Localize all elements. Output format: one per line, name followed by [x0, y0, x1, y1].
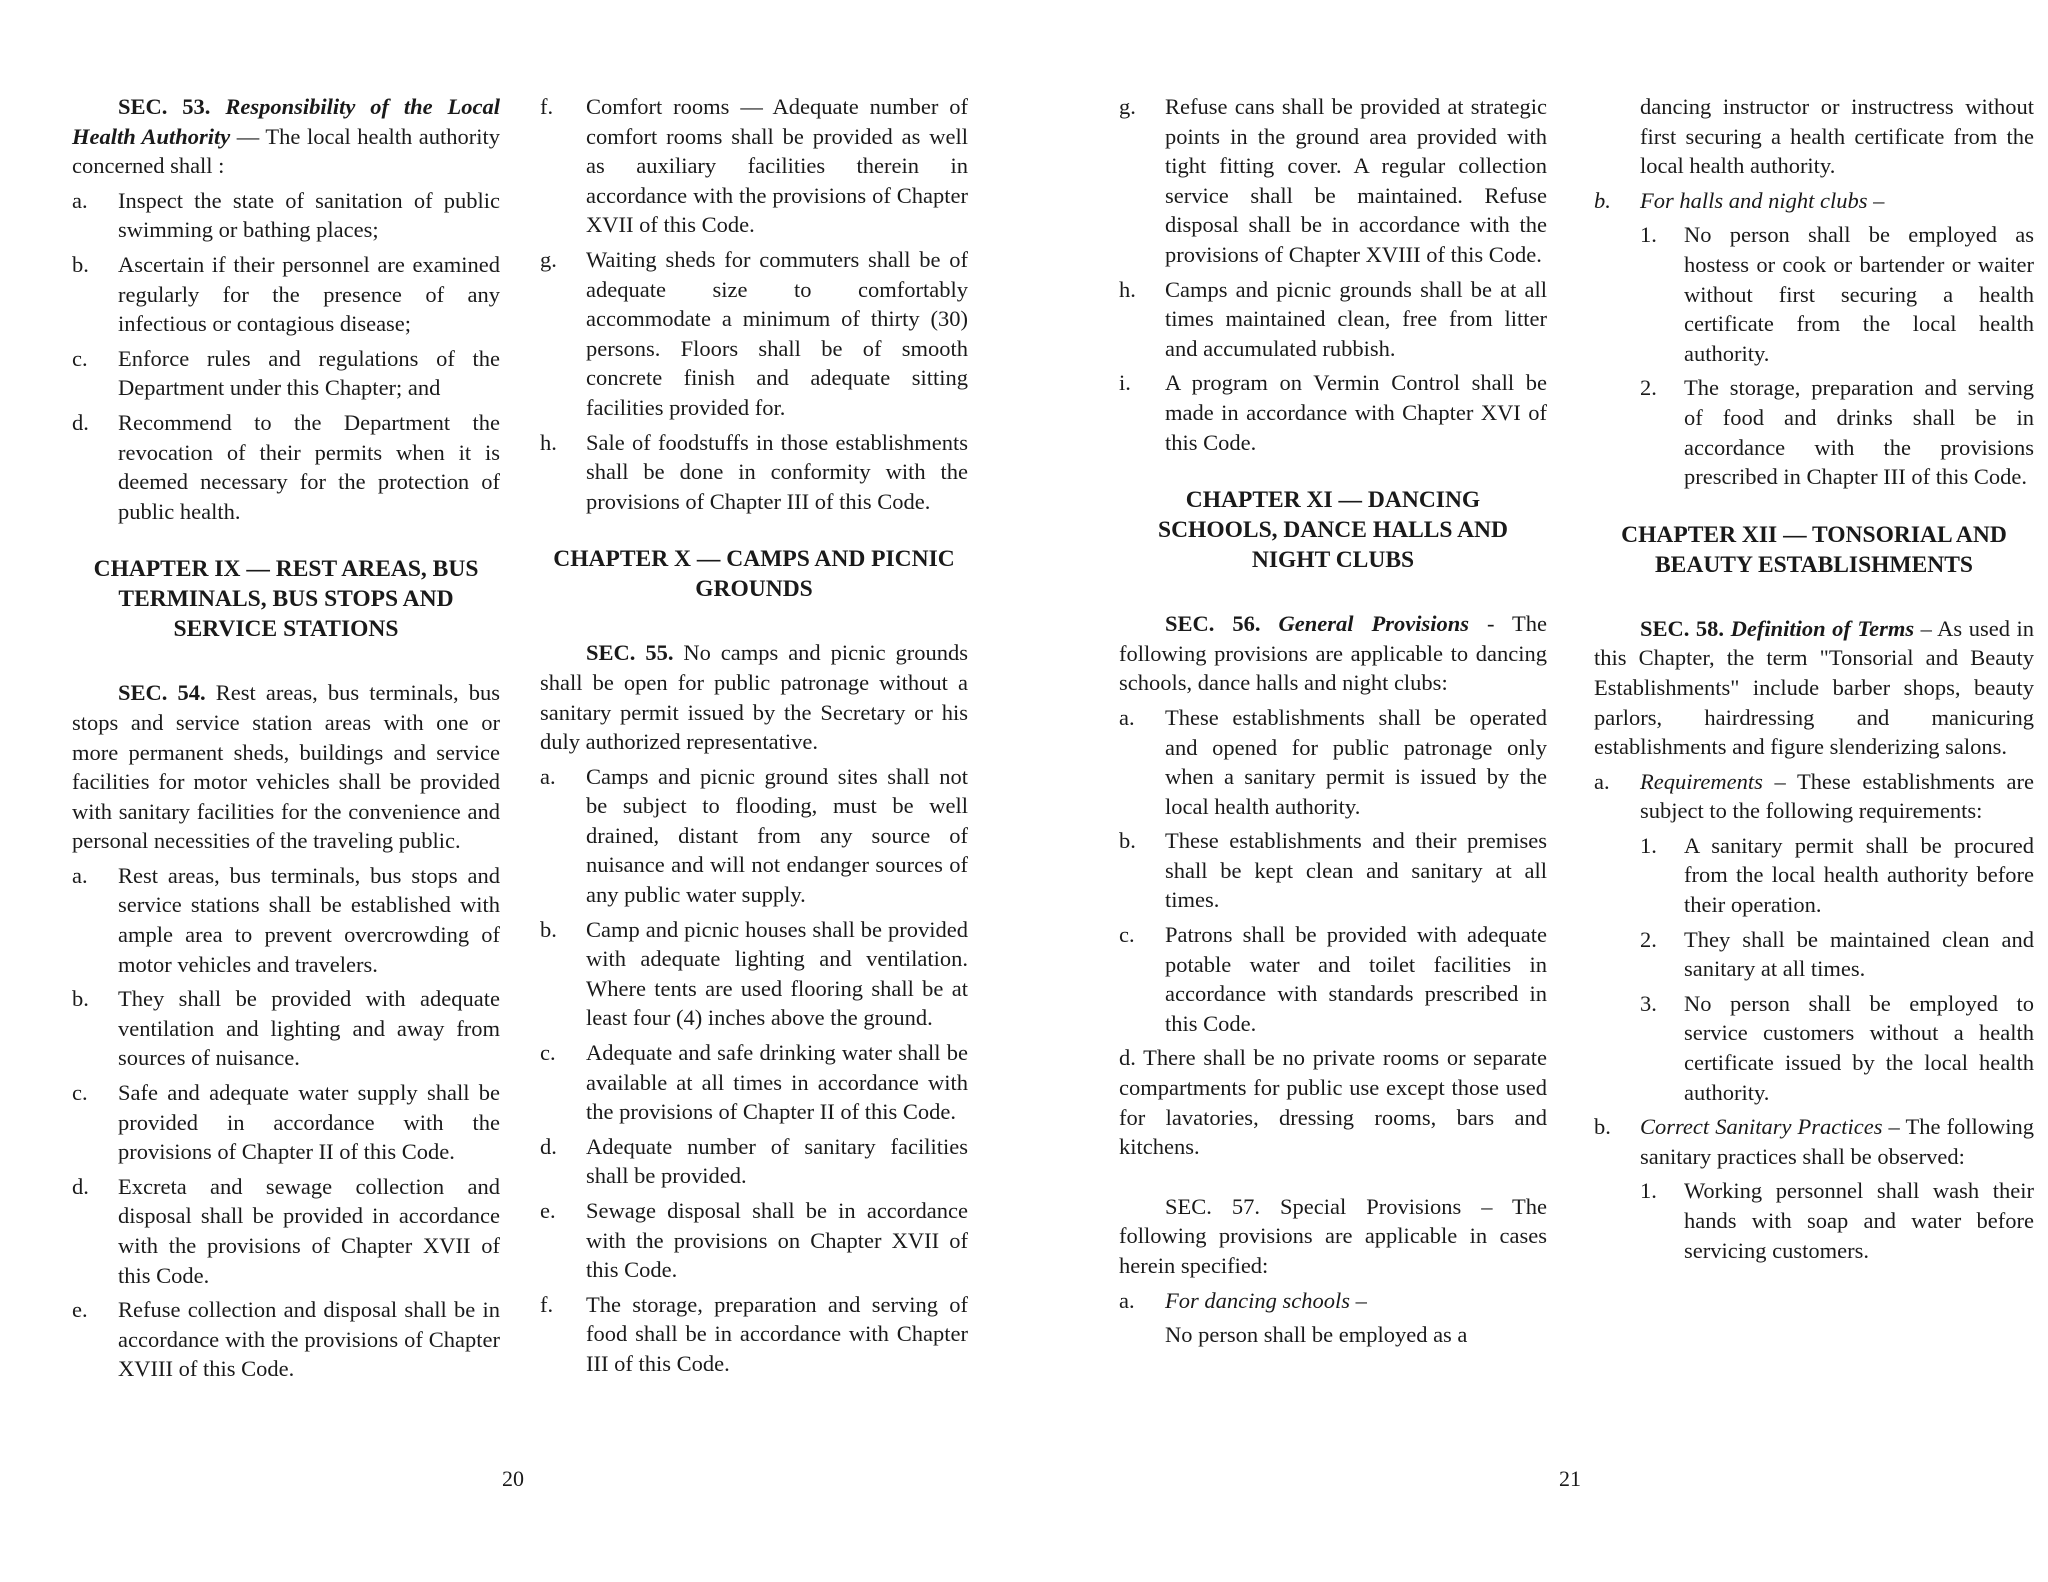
- item-marker: 1.: [1640, 222, 1657, 248]
- item-marker: b.: [72, 986, 89, 1012]
- item-marker: a.: [72, 862, 88, 888]
- sec-53-list: [72, 186, 500, 527]
- item-text: They shall be maintained clean and sanitary at all times.: [1684, 926, 2034, 982]
- page-21: [1024, 0, 2048, 1582]
- item-text: Adequate and safe drinking water shall be available at all times in accordance with the provisions of Chapter II of this Code.: [586, 1040, 968, 1125]
- item-text: Adequate number of sanitary facilities shall be provided.: [586, 1133, 968, 1189]
- list-item: [1594, 767, 2034, 826]
- sec-54-list-continued: [540, 92, 968, 516]
- sec-56-title: General Provisions: [1278, 611, 1469, 637]
- sec-58-text: – As used in this Chapter, the term "Tonsorial and Beauty Establishments" include barber shops, beauty parlors, hairdressing and manicuring establishments and figure slenderizing salons.: [1594, 615, 2034, 760]
- requirements-list: [1640, 831, 2034, 1107]
- sec-56-text: - The following provisions are applicable to dancing schools, dance halls and night clubs:: [1119, 611, 1547, 696]
- sec-55-paragraph: [540, 638, 968, 756]
- sec-57-a-continued: dancing instructor or instructress without first securing a health certificate from the local health authority.: [1640, 94, 2034, 179]
- list-item: [1640, 831, 2034, 920]
- list-item: [1640, 925, 2034, 984]
- sec-57-text: Special Provisions – The following provisions are applicable in cases herein specified:: [1119, 1193, 1547, 1278]
- sec-56-item-d: d. There shall be no private rooms or separate compartments for public use except those used for lavatories, dressing rooms, bars and kitchens.: [1119, 1045, 1547, 1160]
- item-text: Refuse collection and disposal shall be in accordance with the provisions of Chapter XVIII of this Code.: [118, 1297, 500, 1382]
- list-item: [1594, 186, 2034, 216]
- column-1: [72, 92, 500, 1389]
- item-text: Recommend to the Department the revocation of their permits when it is deemed necessary for the protection of public health.: [118, 409, 500, 524]
- sec-54-number: SEC. 54.: [118, 680, 206, 706]
- list-item: [72, 344, 500, 403]
- item-marker: d.: [72, 1173, 89, 1199]
- item-marker: f.: [540, 94, 554, 119]
- item-text: These establishments and their premises shall be kept clean and sanitary at all times.: [1165, 828, 1547, 913]
- sec-53-title: Responsibility of the Local Health Authority: [72, 94, 500, 149]
- list-item: [540, 428, 968, 517]
- sec-55-list: [540, 762, 968, 1379]
- sec-56-paragraph: [1119, 609, 1547, 698]
- item-text: Rest areas, bus terminals, bus stops and service stations shall be established with ample area to prevent overcrowding of motor vehicles and travelers.: [118, 862, 500, 977]
- item-text: Waiting sheds for commuters shall be of adequate size to comfortably accommodate a minimum of thirty (30) persons. Floors shall be of smooth concrete finish and adequate sitting facilities provided for.: [586, 246, 968, 420]
- item-text: Camp and picnic houses shall be provided with adequate lighting and ventilation. Where tents are used flooring shall be at least four (4) inches above the ground.: [586, 916, 968, 1031]
- list-item: [72, 1295, 500, 1384]
- item-marker: f.: [540, 1291, 554, 1317]
- list-item: [1594, 1112, 2034, 1171]
- sec-58-paragraph: [1594, 614, 2034, 762]
- item-marker: 3.: [1640, 990, 1657, 1016]
- item-marker: 2.: [1640, 926, 1657, 952]
- list-item: [1640, 220, 2034, 368]
- requirements-text: – These establishments are subject to the following requirements:: [1640, 768, 2034, 824]
- list-item: [540, 915, 968, 1033]
- item-marker: a.: [540, 763, 556, 789]
- item-marker: b.: [1594, 187, 1611, 213]
- sec-55-number: SEC. 55.: [586, 640, 674, 666]
- chapter-12-heading: CHAPTER XII — TONSORIAL AND BEAUTY ESTABLISHMENTS: [1621, 521, 2007, 578]
- item-marker: a.: [1119, 1287, 1135, 1313]
- item-text: A sanitary permit shall be procured from the local health authority before their operation.: [1684, 832, 2034, 918]
- sec-54-list: [72, 861, 500, 1384]
- item-text: Safe and adequate water supply shall be provided in accordance with the provisions of Chapter II of this Code.: [118, 1080, 500, 1165]
- item-marker: b.: [72, 251, 89, 277]
- list-item: [540, 1290, 968, 1379]
- list-item: [540, 1132, 968, 1191]
- sec-58-title: Definition of Terms: [1730, 615, 1915, 641]
- sec-56-list: [1119, 703, 1547, 1039]
- item-text: Sale of foodstuffs in those establishments shall be done in conformity with the provisions of Chapter III of this Code.: [586, 429, 968, 514]
- list-item: [1640, 989, 2034, 1107]
- item-marker: h.: [1119, 276, 1136, 302]
- item-text: Refuse cans shall be provided at strategic points in the ground area provided with tight fitting cover. A regular collection service shall be maintained. Refuse disposal shall be in accordance with the provisions of Chapter XVIII of this Code.: [1165, 94, 1547, 267]
- chapter-11-heading: CHAPTER XI — DANCING SCHOOLS, DANCE HALLS AND NIGHT CLUBS: [1158, 487, 1508, 574]
- item-text: Camps and picnic ground sites shall not be subject to flooding, must be well drained, distant from any source of nuisance and will not endanger sources of any public water supply.: [586, 763, 968, 908]
- sanitary-practices-title: Correct Sanitary Practices: [1640, 1114, 1883, 1140]
- sec-57-number: SEC. 57.: [1165, 1193, 1260, 1219]
- sec-55-list-continued: [1119, 92, 1547, 457]
- page-number: 20: [502, 1466, 524, 1491]
- item-text: Excreta and sewage collection and disposal shall be provided in accordance with the provisions of Chapter XVII of this Code.: [118, 1173, 500, 1288]
- list-item: [1119, 92, 1547, 270]
- item-marker: c.: [540, 1040, 556, 1066]
- item-text: Enforce rules and regulations of the Department under this Chapter; and: [118, 345, 500, 401]
- item-marker: d.: [540, 1133, 557, 1159]
- item-marker: c.: [1119, 922, 1135, 948]
- item-marker: d.: [72, 409, 89, 435]
- list-item: [540, 245, 968, 423]
- sec-53-paragraph: [72, 92, 500, 181]
- item-marker: b.: [1119, 828, 1136, 854]
- sec-54-text: Rest areas, bus terminals, bus stops and service station areas with one or more permanent sheds, buildings and service facilities for motor vehicles shall be provided with sanitary facilities for the convenience and personal necessities of the traveling public.: [72, 680, 500, 854]
- item-text: These establishments shall be operated and opened for public patronage only when a sanitary permit is issued by the local health authority.: [1165, 704, 1547, 819]
- item-marker: g.: [540, 246, 557, 272]
- item-text: Camps and picnic grounds shall be at all times maintained clean, free from litter and accumulated rubbish.: [1165, 276, 1547, 361]
- column-2: [540, 92, 968, 1384]
- list-item: [1640, 1176, 2034, 1265]
- item-text: For dancing schools –: [1165, 1287, 1367, 1313]
- item-marker: b.: [540, 916, 557, 942]
- item-marker: a.: [1119, 704, 1135, 730]
- item-text: A program on Vermin Control shall be made in accordance with Chapter XVI of this Code.: [1165, 370, 1547, 455]
- sec-53-text: — The local health authority concerned shall :: [72, 123, 500, 179]
- item-text: No person shall be employed as hostess or cook or bartender or waiter without first securing a health certificate from the local health authority.: [1684, 222, 2034, 366]
- list-item: [1119, 275, 1547, 364]
- sec-54-paragraph: [72, 678, 500, 856]
- sec-55-text: No camps and picnic grounds shall be open for public patronage without a sanitary permit issued by the Secretary or his duly authorized representative.: [540, 640, 968, 755]
- column-3: [1119, 92, 1547, 1355]
- sec-53-number: SEC. 53.: [118, 94, 211, 119]
- sec-56-number: SEC. 56.: [1165, 611, 1261, 637]
- item-marker: c.: [72, 1080, 88, 1106]
- item-marker: a.: [1594, 768, 1610, 794]
- item-marker: i.: [1119, 370, 1131, 396]
- list-item: [72, 186, 500, 245]
- item-marker: b.: [1594, 1114, 1611, 1140]
- list-item: [72, 250, 500, 339]
- chapter-9-heading: CHAPTER IX — REST AREAS, BUS TERMINALS, BUS STOPS AND SERVICE STATIONS: [93, 556, 479, 643]
- item-marker: 2.: [1640, 375, 1657, 401]
- list-item: [1119, 368, 1547, 457]
- list-item: [1119, 826, 1547, 915]
- item-text: Patrons shall be provided with adequate potable water and toilet facilities in accordance with standards prescribed in this Code.: [1165, 922, 1547, 1036]
- item-text: [1640, 1112, 2034, 1171]
- requirements-title: Requirements: [1640, 768, 1763, 794]
- sec-57-a-body: No person shall be employed as a: [1165, 1322, 1468, 1348]
- column-4: [1594, 92, 2034, 1270]
- item-text: Ascertain if their personnel are examined regularly for the presence of any infectious or contagious disease;: [118, 251, 500, 337]
- item-marker: e.: [72, 1297, 88, 1323]
- list-item: [1640, 373, 2034, 491]
- item-text: The storage, preparation and serving of food and drinks shall be in accordance with the provisions prescribed in Chapter III of this Code.: [1684, 375, 2034, 490]
- sec-57-paragraph: [1119, 1192, 1547, 1281]
- list-item: [72, 1078, 500, 1167]
- list-item: [72, 861, 500, 979]
- item-marker: a.: [72, 187, 88, 213]
- item-marker: 1.: [1640, 1178, 1657, 1204]
- list-item: [72, 1172, 500, 1290]
- list-item: [540, 92, 968, 240]
- list-item: [72, 984, 500, 1073]
- sanitary-practices-list: [1640, 1176, 2034, 1265]
- sec-57-b-list: [1640, 220, 2034, 491]
- item-text: Comfort rooms — Adequate number of comfort rooms shall be provided as well as auxiliary facilities therein in accordance with the provisions of Chapter XVII of this Code.: [586, 94, 968, 238]
- list-item: [1119, 703, 1547, 821]
- item-marker: 1.: [1640, 832, 1657, 858]
- item-marker: h.: [540, 429, 557, 455]
- item-text: Inspect the state of sanitation of public swimming or bathing places;: [118, 187, 500, 243]
- list-item: [72, 408, 500, 526]
- list-item: [1119, 1286, 1547, 1316]
- sanitary-practices-text: – The following sanitary practices shall be observed:: [1640, 1114, 2034, 1169]
- list-item: [540, 1038, 968, 1127]
- item-text: The storage, preparation and serving of food shall be in accordance with Chapter III of this Code.: [586, 1291, 968, 1376]
- item-text: [1640, 767, 2034, 826]
- page-number: 21: [1559, 1466, 1581, 1491]
- item-text: No person shall be employed to service customers without a health certificate issued by the local health authority.: [1684, 990, 2034, 1105]
- item-marker: e.: [540, 1198, 556, 1223]
- sec-58-number: SEC. 58.: [1640, 615, 1725, 641]
- item-text: They shall be provided with adequate ventilation and lighting and away from sources of nuisance.: [118, 986, 500, 1071]
- list-item: [1119, 920, 1547, 1038]
- list-item: [540, 762, 968, 910]
- list-item: [540, 1196, 968, 1285]
- item-text: Sewage disposal shall be in accordance with the provisions on Chapter XVII of this Code.: [586, 1198, 968, 1283]
- chapter-10-heading: CHAPTER X — CAMPS AND PICNIC GROUNDS: [553, 546, 955, 603]
- item-text: For halls and night clubs –: [1640, 187, 1885, 213]
- item-text: Working personnel shall wash their hands with soap and water before servicing customers.: [1684, 1178, 2034, 1263]
- item-marker: g.: [1119, 94, 1136, 119]
- item-marker: c.: [72, 345, 88, 371]
